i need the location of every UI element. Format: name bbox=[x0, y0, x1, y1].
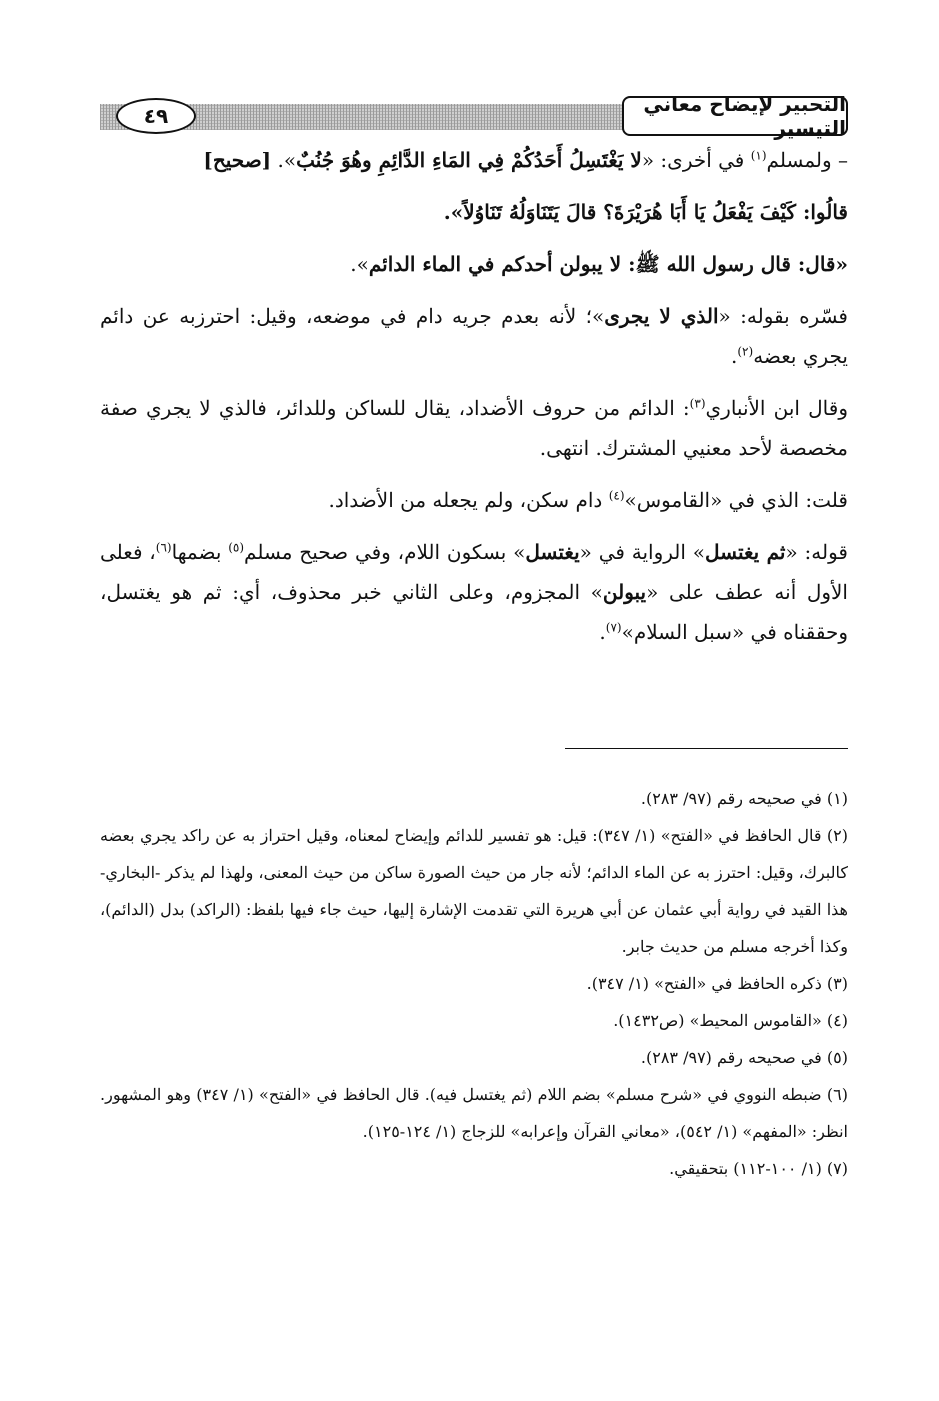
footnote-6: (٦) ضبطه النووي في «شرح مسلم» بضم اللام (ثم يغتسل فيه). قال الحافظ في «الفتح» (١/ ٣٤٧) وهو المشهور. انظر: «المفهم» (١/ ٥٤٢)، «معاني القرآن وإعرابه» للزجاج (١/ ١٢٤-١٢٥). bbox=[100, 1085, 848, 1141]
text-run: «قال: قال رسول الله ﷺ: bbox=[621, 252, 848, 276]
page-header bbox=[100, 92, 848, 140]
quoted-phrase: يغتسل bbox=[525, 540, 580, 564]
footnote-2: (٢) قال الحافظ في «الفتح» (١/ ٣٤٧): قيل: هو تفسير للدائم وإيضاح لمعناه، وقيل احتراز به عن راكد يجري بعضه كالبرك، وقيل: احترز به عن الماء الدائم؛ لأنه جار من حيث الصورة ساكن من حيث المعنى، ولهذا لم يذكر -البخاري- هذا القيد في رواية أبي عثمان عن أبي هريرة التي تقدمت الإشارة إليها، حيث جاء فيها بلفظ: (الراكد) بدل (الدائم)، وكذا أخرجه مسلم من حديث جابر. bbox=[100, 826, 848, 956]
footnote-3: (٣) ذكره الحافظ في «الفتح» (١/ ٣٤٧). bbox=[586, 974, 848, 993]
book-title: التحبير لإيضاح معاني التيسير bbox=[622, 96, 848, 136]
paragraph-ibn-alanbari bbox=[100, 388, 848, 468]
footnote-ref-2: (٢) bbox=[737, 344, 754, 359]
page-number: ٤٩ bbox=[116, 98, 196, 134]
text-run: . bbox=[731, 344, 738, 368]
text-run: ، فعلى الأول أنه عطف على « bbox=[100, 540, 848, 604]
footnote-ref-6: (٦) bbox=[155, 540, 172, 555]
footnote-5: (٥) في صحيحه رقم (٩٧/ ٢٨٣). bbox=[640, 1048, 848, 1067]
text-run: فسّره بقوله: « bbox=[718, 304, 848, 328]
footnote-7: (٧) (١/ ١٠٠-١١٢) بتحقيقي. bbox=[669, 1159, 848, 1178]
text-run: بضمها bbox=[171, 540, 229, 564]
paragraph-muslim-narration bbox=[100, 140, 848, 180]
quoted-phrase: ثم يغتسل bbox=[704, 540, 786, 564]
footnote-1: (١) في صحيحه رقم (٩٧/ ٢٨٣). bbox=[640, 789, 848, 808]
text-run: »؛ لأنه بعدم جريه دام في موضعه، وقيل: احترزبه عن دائم يجري بعضه bbox=[100, 304, 848, 368]
hadith-text: لا يبولن أحدكم في الماء الدائم bbox=[368, 252, 622, 276]
paragraph-prophet-saying bbox=[100, 244, 848, 284]
text-run: ». bbox=[350, 252, 369, 276]
text-run: قلت: الذي في «القاموس» bbox=[624, 488, 848, 512]
quoted-phrase: الذي لا يجرى bbox=[604, 304, 719, 328]
paragraph-question: قالُوا: كَيْفَ يَفْعَلُ يَا أَبَا هُرَيْرَةَ؟ قالَ يَتَنَاوَلُهُ تَنَاوُلاً». bbox=[443, 200, 848, 224]
paragraph-grammar bbox=[100, 532, 848, 652]
paragraph-explanation bbox=[100, 296, 848, 376]
footnote-ref-1: (١) bbox=[750, 148, 767, 163]
text-run: » بسكون اللام، وفي صحيح مسلم bbox=[244, 540, 526, 564]
footnote-4: (٤) «القاموس المحيط» (ص١٤٣٢). bbox=[613, 1011, 848, 1030]
text-run: في أخرى: « bbox=[641, 148, 751, 172]
text-run: – ولمسلم bbox=[766, 148, 848, 172]
quoted-phrase: يبولن bbox=[602, 580, 647, 604]
footnote-ref-7: (٧) bbox=[605, 620, 622, 635]
text-run: » الرواية في « bbox=[579, 540, 705, 564]
footnotes bbox=[100, 780, 848, 1187]
text-run: ». bbox=[271, 148, 297, 172]
footnote-ref-3: (٣) bbox=[689, 396, 706, 411]
hadith-text: لا يَغْتَسِلُ أَحَدُكُمْ فِي المَاءِ الدَّائِمِ وهُوَ جُنُبٌ bbox=[296, 148, 642, 172]
text-run: : الدائم من حروف الأضداد، يقال للساكن وللدائر، فالذي لا يجري صفة مخصصة لأحد معنيي المشترك. انتهى. bbox=[100, 396, 848, 460]
grading-label: [صحيح] bbox=[203, 148, 272, 172]
text-run: وقال ابن الأنباري bbox=[705, 396, 848, 420]
paragraph-qamus bbox=[100, 480, 848, 520]
text-run: دام سكن، ولم يجعله من الأضداد. bbox=[328, 488, 609, 512]
footnote-ref-4: (٤) bbox=[608, 488, 625, 503]
footnote-separator bbox=[565, 748, 848, 749]
footnote-ref-5: (٥) bbox=[228, 540, 245, 555]
text-run: » المجزوم، وعلى الثاني خبر محذوف، أي: ثم هو يغتسل، وحققناه في «سبل السلام» bbox=[100, 580, 848, 644]
main-text bbox=[100, 140, 848, 664]
text-run: قوله: « bbox=[785, 540, 848, 564]
text-run: . bbox=[599, 620, 606, 644]
